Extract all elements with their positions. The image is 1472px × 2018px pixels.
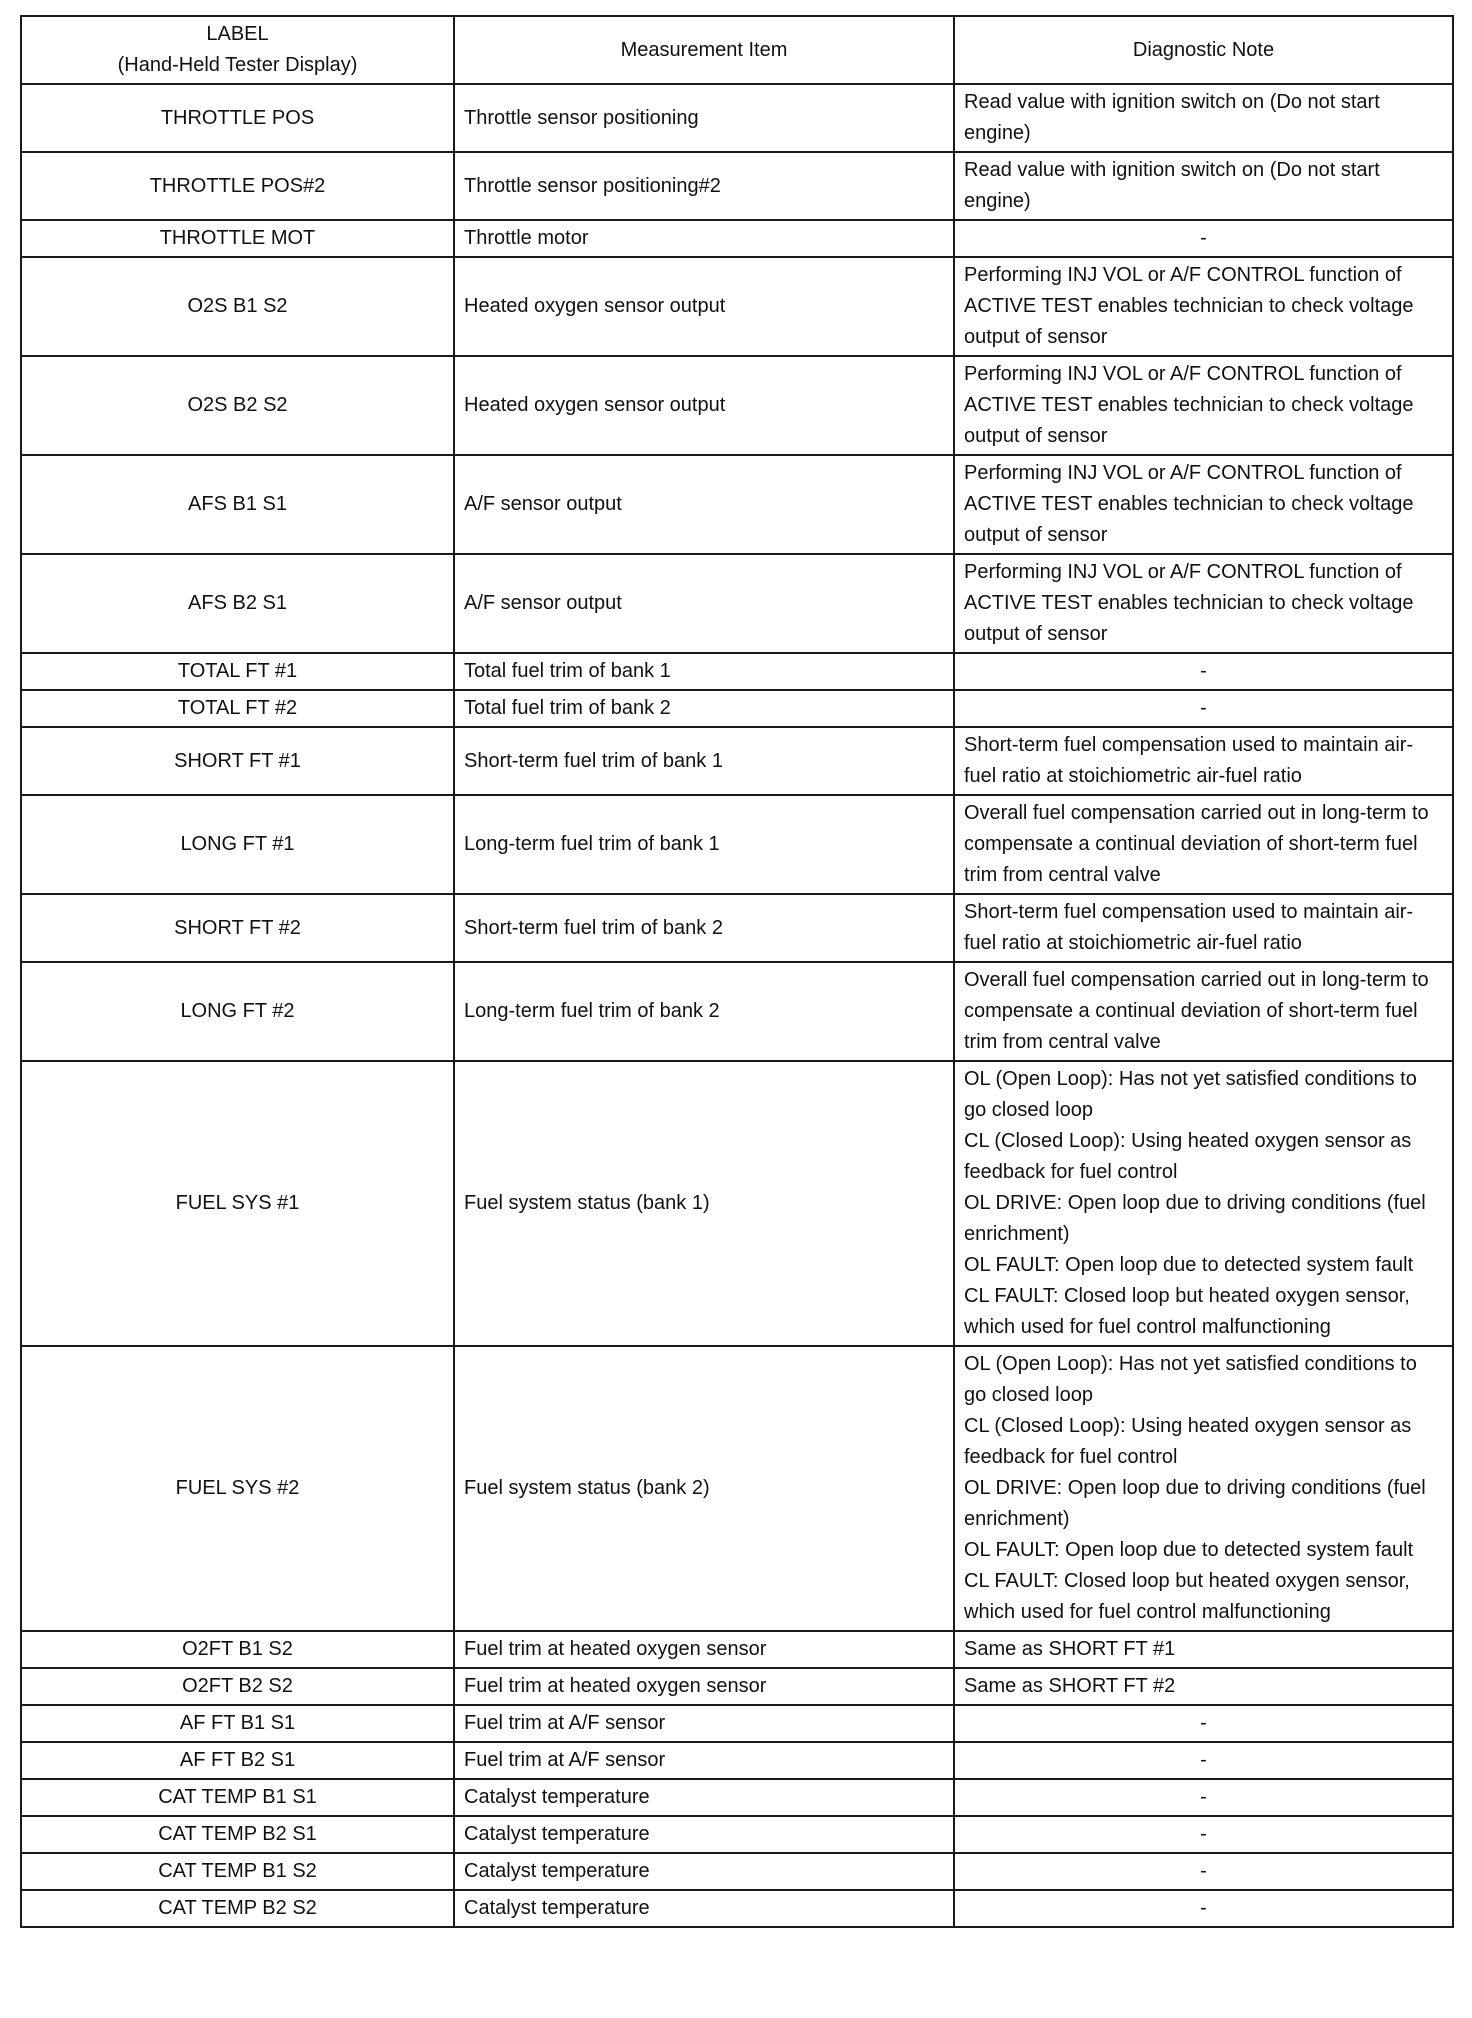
row-note: Short-term fuel compensation used to maintain air-fuel ratio at stoichiometric air-fuel ratio	[954, 727, 1453, 795]
row-note: Short-term fuel compensation used to maintain air-fuel ratio at stoichiometric air-fuel ratio	[954, 894, 1453, 962]
row-label: O2FT B2 S2	[21, 1668, 454, 1705]
row-label: LONG FT #2	[21, 962, 454, 1061]
table-row	[21, 356, 1453, 455]
row-note: -	[954, 1890, 1453, 1927]
row-note: Performing INJ VOL or A/F CONTROL function of ACTIVE TEST enables technician to check voltage output of sensor	[954, 554, 1453, 653]
row-measurement: Fuel trim at A/F sensor	[454, 1742, 954, 1779]
row-measurement: Long-term fuel trim of bank 2	[454, 962, 954, 1061]
row-measurement: Heated oxygen sensor output	[454, 356, 954, 455]
table-row	[21, 1816, 1453, 1853]
table-row	[21, 554, 1453, 653]
row-measurement: Fuel trim at heated oxygen sensor	[454, 1668, 954, 1705]
row-note: -	[954, 653, 1453, 690]
row-label: FUEL SYS #1	[21, 1061, 454, 1346]
row-measurement: Fuel system status (bank 1)	[454, 1061, 954, 1346]
table-row	[21, 795, 1453, 894]
table-row	[21, 690, 1453, 727]
row-label: AF FT B1 S1	[21, 1705, 454, 1742]
table-row	[21, 1779, 1453, 1816]
row-label: CAT TEMP B1 S2	[21, 1853, 454, 1890]
row-note: Performing INJ VOL or A/F CONTROL function of ACTIVE TEST enables technician to check voltage output of sensor	[954, 257, 1453, 356]
row-note: Same as SHORT FT #2	[954, 1668, 1453, 1705]
row-label: AFS B2 S1	[21, 554, 454, 653]
row-note: Overall fuel compensation carried out in long-term to compensate a continual deviation of short-term fuel trim from central valve	[954, 795, 1453, 894]
note-list-item: OL DRIVE: Open loop due to driving conditions (fuel enrichment)	[964, 1477, 1426, 1530]
row-note: -	[954, 220, 1453, 257]
row-measurement: Heated oxygen sensor output	[454, 257, 954, 356]
row-note: -	[954, 1816, 1453, 1853]
note-list-item: CL (Closed Loop): Using heated oxygen sensor as feedback for fuel control	[964, 1130, 1412, 1183]
table-row	[21, 152, 1453, 220]
table-header-row	[21, 16, 1453, 84]
row-measurement: Catalyst temperature	[454, 1779, 954, 1816]
row-label: AFS B1 S1	[21, 455, 454, 554]
table-row	[21, 727, 1453, 795]
row-measurement: Catalyst temperature	[454, 1853, 954, 1890]
row-note: -	[954, 1705, 1453, 1742]
row-label: O2S B2 S2	[21, 356, 454, 455]
table-row	[21, 1742, 1453, 1779]
row-label: AF FT B2 S1	[21, 1742, 454, 1779]
table-row	[21, 1346, 1453, 1631]
row-label: O2FT B1 S2	[21, 1631, 454, 1668]
row-note: Overall fuel compensation carried out in long-term to compensate a continual deviation of short-term fuel trim from central valve	[954, 962, 1453, 1061]
row-note: Read value with ignition switch on (Do not start engine)	[954, 84, 1453, 152]
header-label	[21, 16, 454, 84]
row-measurement: Short-term fuel trim of bank 2	[454, 894, 954, 962]
table-row	[21, 455, 1453, 554]
row-note-list	[954, 1346, 1453, 1631]
note-list-item: OL DRIVE: Open loop due to driving conditions (fuel enrichment)	[964, 1192, 1426, 1245]
row-label: THROTTLE MOT	[21, 220, 454, 257]
row-label: CAT TEMP B2 S2	[21, 1890, 454, 1927]
table-row	[21, 220, 1453, 257]
row-label: O2S B1 S2	[21, 257, 454, 356]
row-label: CAT TEMP B1 S1	[21, 1779, 454, 1816]
row-measurement: Short-term fuel trim of bank 1	[454, 727, 954, 795]
row-measurement: Throttle sensor positioning#2	[454, 152, 954, 220]
table-row	[21, 84, 1453, 152]
table-row	[21, 1705, 1453, 1742]
row-label: TOTAL FT #1	[21, 653, 454, 690]
table-row	[21, 653, 1453, 690]
row-measurement: Catalyst temperature	[454, 1890, 954, 1927]
row-measurement: Long-term fuel trim of bank 1	[454, 795, 954, 894]
row-measurement: Total fuel trim of bank 1	[454, 653, 954, 690]
row-note: -	[954, 690, 1453, 727]
row-measurement: Throttle sensor positioning	[454, 84, 954, 152]
row-note: Same as SHORT FT #1	[954, 1631, 1453, 1668]
table-row	[21, 962, 1453, 1061]
row-label: SHORT FT #1	[21, 727, 454, 795]
row-note: -	[954, 1742, 1453, 1779]
row-measurement: Total fuel trim of bank 2	[454, 690, 954, 727]
row-label: CAT TEMP B2 S1	[21, 1816, 454, 1853]
header-measurement: Measurement Item	[454, 16, 954, 84]
table-row	[21, 1890, 1453, 1927]
row-measurement: Fuel trim at heated oxygen sensor	[454, 1631, 954, 1668]
row-note: Performing INJ VOL or A/F CONTROL function of ACTIVE TEST enables technician to check voltage output of sensor	[954, 455, 1453, 554]
table-row	[21, 1631, 1453, 1668]
row-measurement: Fuel system status (bank 2)	[454, 1346, 954, 1631]
table-row	[21, 1061, 1453, 1346]
row-label: THROTTLE POS	[21, 84, 454, 152]
table-row	[21, 1853, 1453, 1890]
row-label: FUEL SYS #2	[21, 1346, 454, 1631]
diagnostic-data-table	[20, 15, 1454, 1928]
table-row	[21, 257, 1453, 356]
row-label: TOTAL FT #2	[21, 690, 454, 727]
note-list-item: CL FAULT: Closed loop but heated oxygen sensor, which used for fuel control malfunctioning	[964, 1285, 1410, 1338]
row-note: -	[954, 1779, 1453, 1816]
row-label: LONG FT #1	[21, 795, 454, 894]
row-measurement: A/F sensor output	[454, 554, 954, 653]
row-label: SHORT FT #2	[21, 894, 454, 962]
header-label-line1: LABEL	[206, 23, 269, 45]
note-list-item: CL (Closed Loop): Using heated oxygen sensor as feedback for fuel control	[964, 1415, 1412, 1468]
table-row	[21, 1668, 1453, 1705]
row-note: Performing INJ VOL or A/F CONTROL function of ACTIVE TEST enables technician to check voltage output of sensor	[954, 356, 1453, 455]
row-note: -	[954, 1853, 1453, 1890]
note-list-item: CL FAULT: Closed loop but heated oxygen sensor, which used for fuel control malfunctioning	[964, 1570, 1410, 1623]
header-note: Diagnostic Note	[954, 16, 1453, 84]
row-note-list	[954, 1061, 1453, 1346]
note-list-item: OL FAULT: Open loop due to detected system fault	[964, 1254, 1414, 1276]
header-label-line2: (Hand-Held Tester Display)	[117, 54, 358, 76]
row-measurement: Throttle motor	[454, 220, 954, 257]
row-measurement: A/F sensor output	[454, 455, 954, 554]
row-note: Read value with ignition switch on (Do not start engine)	[954, 152, 1453, 220]
note-list-item: OL (Open Loop): Has not yet satisfied conditions to go closed loop	[964, 1353, 1417, 1406]
note-list-item: OL FAULT: Open loop due to detected system fault	[964, 1539, 1414, 1561]
row-measurement: Catalyst temperature	[454, 1816, 954, 1853]
row-label: THROTTLE POS#2	[21, 152, 454, 220]
table-row	[21, 894, 1453, 962]
row-measurement: Fuel trim at A/F sensor	[454, 1705, 954, 1742]
note-list-item: OL (Open Loop): Has not yet satisfied conditions to go closed loop	[964, 1068, 1417, 1121]
